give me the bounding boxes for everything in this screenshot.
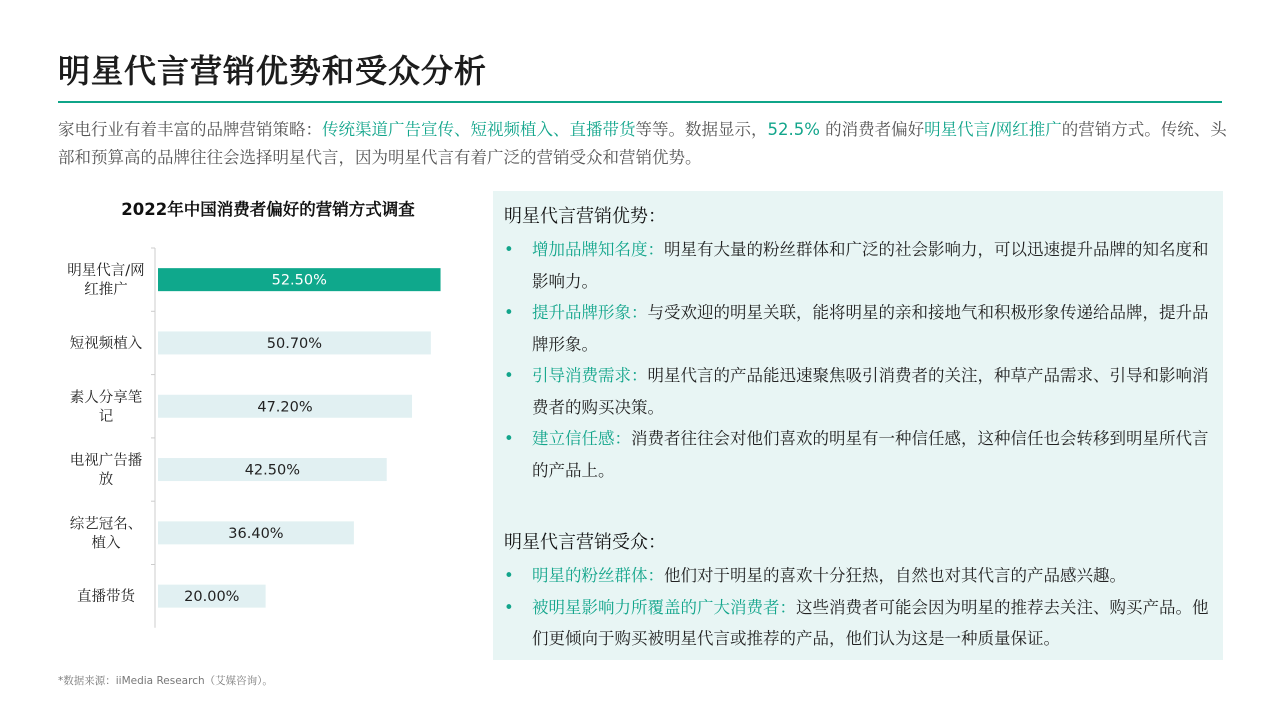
intro-highlight: 传统渠道广告宣传、短视频植入、直播带货 [322, 120, 636, 139]
audience-heading: 明星代言营销受众： [504, 532, 666, 553]
list-item-text: 明星有大量的粉丝群体和广泛的社会影响力，可以迅速提升品牌的知名度和影响力。 [532, 240, 1209, 291]
category-label: 放 [98, 472, 114, 489]
advantages-list [504, 234, 1214, 486]
bar-value-label: 36.40% [228, 525, 284, 542]
category-label: 植入 [91, 535, 121, 552]
bullet-icon: • [504, 366, 514, 385]
page-title: 明星代言营销优势和受众分析 [58, 52, 488, 90]
category-label: 直播带货 [77, 589, 135, 606]
category-label: 素人分享笔 [69, 389, 143, 406]
list-item [504, 234, 1214, 297]
info-panel [493, 191, 1223, 660]
list-item-key: 明星的粉丝群体： [532, 566, 664, 585]
intro-text: 家电行业有着丰富的品牌营销策略： [58, 120, 322, 139]
intro-highlight: 明星代言/网红推广 [924, 120, 1062, 139]
list-item-key: 提升品牌形象： [532, 303, 648, 322]
category-label: 短视频植入 [69, 335, 143, 352]
source-footnote: *数据来源：iiMedia Research（艾媒咨询）。 [58, 675, 273, 687]
category-label: 综艺冠名、 [69, 516, 143, 533]
bullet-icon: • [504, 303, 514, 322]
list-item-key: 引导消费需求： [532, 366, 648, 385]
chart-title: 2022年中国消费者偏好的营销方式调查 [121, 200, 415, 219]
list-item-text: 他们对于明星的喜欢十分狂热，自然也对其代言的产品感兴趣。 [664, 566, 1126, 585]
intro-text: 等等。数据显示， [635, 120, 768, 139]
intro-text: 的营销方式。传统、头部和预算高的品牌往往会选择明星代言，因为明星代言有着广泛的营销受众和营销优势。 [58, 120, 1227, 167]
category-label: 明星代言/网 [67, 263, 145, 280]
list-item-key: 增加品牌知名度： [532, 240, 664, 259]
bar-value-label: 20.00% [184, 589, 240, 606]
list-item-key: 建立信任感： [532, 429, 631, 448]
bullet-icon: • [504, 429, 514, 448]
list-item [504, 560, 1214, 592]
list-item-text: 明星代言的产品能迅速聚焦吸引消费者的关注，种草产品需求、引导和影响消费者的购买决策。 [532, 366, 1209, 417]
category-label: 电视广告播 [69, 453, 143, 470]
list-item-key: 被明星影响力所覆盖的广大消费者： [532, 597, 796, 617]
list-item-text: 这些消费者可能会因为明星的推荐去关注、购买产品。他们更倾向于购买被明星代言或推荐的产品，他们认为这是一种质量保证。 [532, 597, 1209, 648]
bullet-icon: • [504, 597, 514, 617]
intro-text: 的消费者偏好 [819, 120, 925, 139]
bullet-icon: • [504, 566, 514, 585]
category-label: 红推广 [84, 282, 128, 299]
list-item [504, 423, 1214, 486]
category-label: 记 [98, 408, 114, 425]
title-divider [58, 101, 1222, 103]
bar-value-label: 42.50% [244, 462, 301, 479]
bar-value-label: 47.20% [257, 399, 313, 416]
intro-paragraph [58, 116, 1228, 172]
bar-chart [40, 240, 480, 640]
list-item [504, 592, 1214, 655]
list-item-text: 与受欢迎的明星关联，能将明星的亲和接地气和积极形象传递给品牌，提升品牌形象。 [532, 303, 1209, 354]
bullet-icon: • [504, 240, 514, 259]
list-item [504, 297, 1214, 360]
intro-highlight: 52.5% [767, 120, 820, 139]
list-item [504, 360, 1214, 423]
audience-list [504, 560, 1214, 655]
bar-value-label: 50.70% [266, 335, 323, 352]
advantages-heading: 明星代言营销优势： [504, 206, 666, 227]
list-item-text: 消费者往往会对他们喜欢的明星有一种信任感，这种信任也会转移到明星所代言的产品上。 [532, 429, 1209, 480]
bar-value-label: 52.50% [271, 272, 327, 289]
